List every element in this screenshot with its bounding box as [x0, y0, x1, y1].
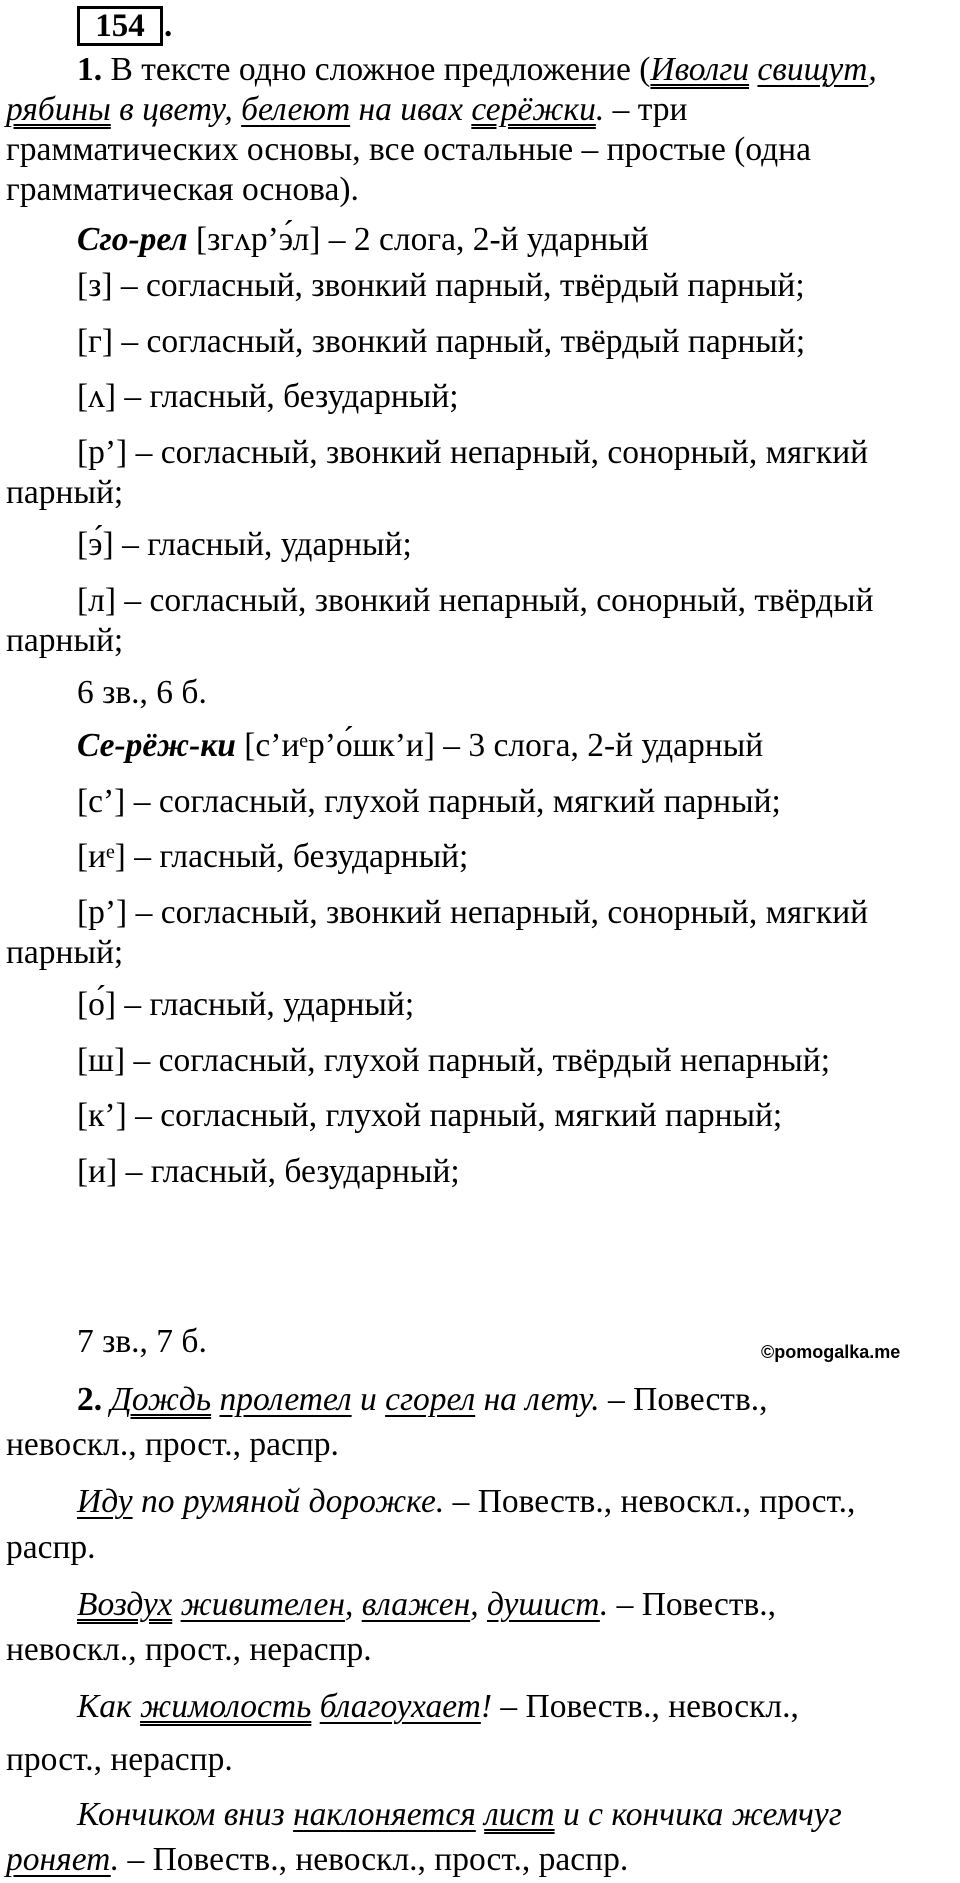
word1-sound: [э́] – гласный, ударный;: [77, 526, 412, 563]
text-i: и: [351, 1381, 386, 1418]
predicate-naklonyaetsya: наклоняется: [293, 1796, 476, 1833]
part2-s4-line1: [77, 1687, 799, 1727]
subject-ryabiny: рябины: [6, 91, 111, 128]
predicate-zhivitelen: живителен: [180, 1586, 345, 1623]
subject-vozduh: Воздух: [77, 1586, 173, 1623]
part2-s2-line2: распр.: [6, 1529, 96, 1566]
word2-word: Се-рёж-ки: [77, 727, 236, 764]
s3-tail: – Повеств.,: [608, 1586, 777, 1623]
part1-line2-rest: – три: [604, 91, 688, 128]
predicate-blagouhaet: благоухает: [319, 1688, 481, 1725]
subject-list: лист: [484, 1796, 555, 1833]
word2-count: 7 зв., 7 б.: [77, 1323, 207, 1360]
word2-sound: [ш] – согласный, глухой парный, твёрдый непарный;: [77, 1042, 831, 1079]
text-na-letu: на лету.: [475, 1381, 600, 1418]
subject-serezhki: серёжки: [471, 91, 596, 128]
s1-tail: – Повеств.,: [599, 1381, 768, 1418]
word2-transcription: [с’иᵉр’о́шк’и] – 3 слога, 2-й ударный: [235, 727, 764, 764]
word1-count: 6 зв., 6 б.: [77, 674, 207, 711]
s5-tail: – Повеств., невоскл., прост., распр.: [119, 1841, 629, 1878]
predicate-beleyut: белеют: [241, 91, 351, 128]
word1-sound: [з] – согласный, звонкий парный, твёрдый парный;: [77, 267, 805, 304]
word2-heading: [77, 726, 763, 766]
comma: ,: [868, 51, 877, 88]
part2-s1-line2: невоскл., прост., распр.: [6, 1426, 339, 1463]
word2-sound: [р’] – согласный, звонкий непарный, сонорный, мягкий: [77, 894, 869, 931]
predicate-svishchut: свищут: [757, 51, 869, 88]
part2-s5-line1: [77, 1795, 842, 1835]
exclamation: !: [480, 1688, 493, 1725]
predicate-dushist: душист: [486, 1586, 600, 1623]
text-na-ivah: на ивах: [350, 91, 472, 128]
dot: .: [595, 91, 605, 128]
s4-tail: – Повеств., невоскл.,: [492, 1688, 799, 1725]
text-s-konchika: и с кончика жемчуг: [554, 1796, 842, 1833]
part2-label: 2.: [77, 1381, 103, 1418]
part2-s2-line1: [77, 1482, 855, 1522]
exercise-number-dot: .: [164, 8, 173, 44]
word1-sound-cont: парный;: [6, 474, 124, 511]
word1-sound: [г] – согласный, звонкий парный, твёрдый парный;: [77, 323, 806, 360]
text-v-cvetu: в цвету,: [110, 91, 242, 128]
part2-s4-line2: прост., нераспр.: [6, 1741, 233, 1778]
space: [311, 1688, 319, 1725]
word1-word: Сго-рел: [77, 221, 188, 258]
predicate-ronyaet: роняет: [6, 1841, 111, 1878]
word2-sound: [и] – гласный, безударный;: [77, 1153, 460, 1190]
watermark: ©pomogalka.me: [761, 1342, 901, 1362]
predicate-idu: Иду: [77, 1483, 133, 1520]
space: [476, 1796, 484, 1833]
subject-zhimolost: жимолость: [140, 1688, 312, 1725]
part1-line2: [6, 90, 687, 130]
predicate-proletel: пролетел: [219, 1381, 352, 1418]
predicate-vlazhen: влажен: [361, 1586, 471, 1623]
part2-s3-line1: [77, 1585, 776, 1625]
word1-sound: [л] – согласный, звонкий непарный, сонорный, твёрдый: [77, 582, 874, 619]
part1-line3: грамматических основы, все остальные – простые (одна: [6, 131, 811, 168]
word1-transcription: [згʌр’э́л] – 2 слога, 2-й ударный: [187, 221, 649, 258]
word2-sound: [о́] – гласный, ударный;: [77, 986, 415, 1023]
s2-tail: – Повеств., невоскл., прост.,: [444, 1483, 856, 1520]
word1-sound: [р’] – согласный, звонкий непарный, сонорный, мягкий: [77, 434, 869, 471]
part2-s5-line2: [6, 1840, 628, 1880]
part2-s1-line1: [77, 1380, 768, 1420]
text-konchikom-vniz: Кончиком вниз: [77, 1796, 294, 1833]
word2-sound: [с’] – согласный, глухой парный, мягкий парный;: [77, 783, 781, 820]
comma: ,: [344, 1586, 362, 1623]
dot: .: [599, 1586, 609, 1623]
exercise-number: 154: [77, 6, 163, 46]
word2-sound-cont: парный;: [6, 934, 124, 971]
s2-rest: по румяной дорожке.: [132, 1483, 445, 1520]
text-kak: Как: [77, 1688, 141, 1725]
word2-sound: [иᵉ] – гласный, безударный;: [77, 838, 469, 875]
predicate-sgorel: сгорел: [385, 1381, 476, 1418]
part2-s3-line2: невоскл., прост., нераспр.: [6, 1631, 372, 1668]
word1-sound-cont: парный;: [6, 622, 124, 659]
word1-sound: [ʌ] – гласный, безударный;: [77, 378, 459, 415]
subject-ivolgi: Иволги: [650, 51, 750, 88]
part1-label: 1.: [77, 51, 103, 88]
word1-heading: [77, 220, 649, 260]
dot: .: [110, 1841, 120, 1878]
part1-line1: [77, 50, 877, 90]
part1-intro: В тексте одно сложное предложение (: [102, 51, 651, 88]
part1-line4: грамматическая основа).: [6, 171, 359, 208]
comma: ,: [470, 1586, 487, 1623]
subject-dozhd: Дождь: [110, 1381, 212, 1418]
word2-sound: [к’] – согласный, глухой парный, мягкий парный;: [77, 1097, 783, 1134]
